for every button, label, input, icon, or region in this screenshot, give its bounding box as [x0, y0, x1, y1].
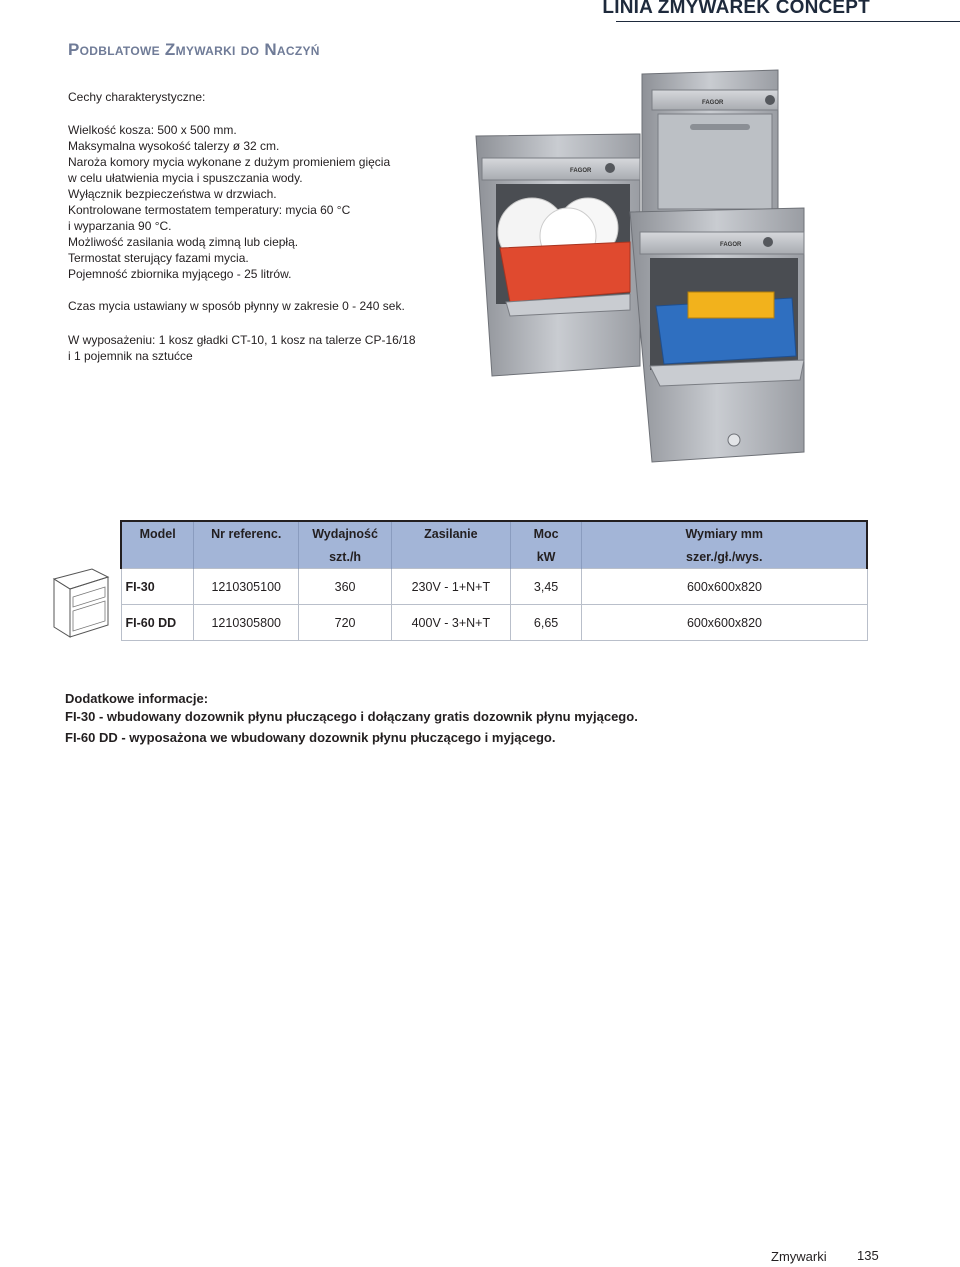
section-title: Podblatowe Zmywarki do Naczyń [68, 40, 320, 59]
feature-item: Termostat sterujący fazami mycia. [68, 251, 249, 265]
table-row [121, 605, 867, 641]
brand-label: FAGOR [570, 168, 592, 174]
feature-item: w celu ułatwienia mycia i spuszczania wody. [68, 171, 303, 185]
column-header-model: Model [121, 521, 194, 545]
column-subheader-power-unit: kW [510, 545, 582, 569]
dishwasher-line-drawing [52, 567, 110, 639]
feature-item: i wyparzania 90 °C. [68, 219, 172, 233]
cell-power: 6,65 [510, 605, 582, 641]
column-header-dimensions: Wymiary mm [582, 521, 867, 545]
column-header-power-supply: Zasilanie [392, 521, 511, 545]
column-subheader [121, 545, 194, 569]
footer-section-label: Zmywarki [771, 1249, 827, 1264]
brand-label: FAGOR [720, 242, 742, 248]
cell-power: 3,45 [510, 569, 582, 605]
cell-dimensions: 600x600x820 [582, 605, 867, 641]
column-header-power: Moc [510, 521, 582, 545]
features-list [68, 122, 390, 282]
feature-item: Wyłącznik bezpieczeństwa w drzwiach. [68, 187, 277, 201]
feature-item: Maksymalna wysokość talerzy ø 32 cm. [68, 139, 280, 153]
cell-model: FI-60 DD [121, 605, 194, 641]
cell-model: FI-30 [121, 569, 194, 605]
table-header-row [121, 521, 867, 545]
feature-item: Wielkość kosza: 500 x 500 mm. [68, 123, 237, 137]
feature-item: Pojemność zbiornika myjącego - 25 litrów. [68, 267, 292, 281]
additional-info-heading: Dodatkowe informacje: [65, 691, 209, 706]
features-heading: Cechy charakterystyczne: [68, 90, 206, 104]
column-header-ref: Nr referenc. [194, 521, 299, 545]
column-subheader [392, 545, 511, 569]
wash-time-text: Czas mycia ustawiany w sposób płynny w zakresie 0 - 240 sek. [68, 299, 405, 313]
spec-table [120, 520, 868, 641]
column-subheader-dimensions-unit: szer./gł./wys. [582, 545, 867, 569]
cell-ref: 1210305100 [194, 569, 299, 605]
header-rule [616, 21, 960, 22]
equipment-text [68, 332, 428, 364]
dishwasher-red-rack [476, 134, 640, 376]
dishwasher-closed [642, 70, 778, 216]
cell-power-supply: 230V - 1+N+T [392, 569, 511, 605]
table-subheader-row [121, 545, 867, 569]
equipment-line: i 1 pojemnik na sztućce [68, 349, 193, 363]
additional-info-line: FI-30 - wbudowany dozownik płynu płuczącego i dołączany gratis dozownik płynu myjącego. [65, 709, 638, 724]
cell-dimensions: 600x600x820 [582, 569, 867, 605]
column-subheader-capacity-unit: szt./h [299, 545, 392, 569]
column-subheader [194, 545, 299, 569]
cell-power-supply: 400V - 3+N+T [392, 605, 511, 641]
feature-item: Naroża komory mycia wykonane z dużym promieniem gięcia [68, 155, 391, 169]
series-title: LINIA ZMYWAREK CONCEPT [602, 0, 870, 18]
additional-info-line: FI-60 DD - wyposażona we wbudowany dozownik płynu płuczącego i myjącego. [65, 730, 556, 745]
cell-capacity: 360 [299, 569, 392, 605]
cell-ref: 1210305800 [194, 605, 299, 641]
product-photo [470, 66, 815, 466]
feature-item: Kontrolowane termostatem temperatury: mycia 60 °C [68, 203, 351, 217]
page-number: 135 [857, 1248, 879, 1263]
column-header-capacity: Wydajność [299, 521, 392, 545]
dishwasher-blue-rack [630, 208, 804, 462]
cell-capacity: 720 [299, 605, 392, 641]
brand-label: FAGOR [702, 100, 724, 106]
table-row [121, 569, 867, 605]
feature-item: Możliwość zasilania wodą zimną lub ciepłą. [68, 235, 299, 249]
equipment-line: W wyposażeniu: 1 kosz gładki CT-10, 1 kosz na talerze CP-16/18 [68, 333, 416, 347]
